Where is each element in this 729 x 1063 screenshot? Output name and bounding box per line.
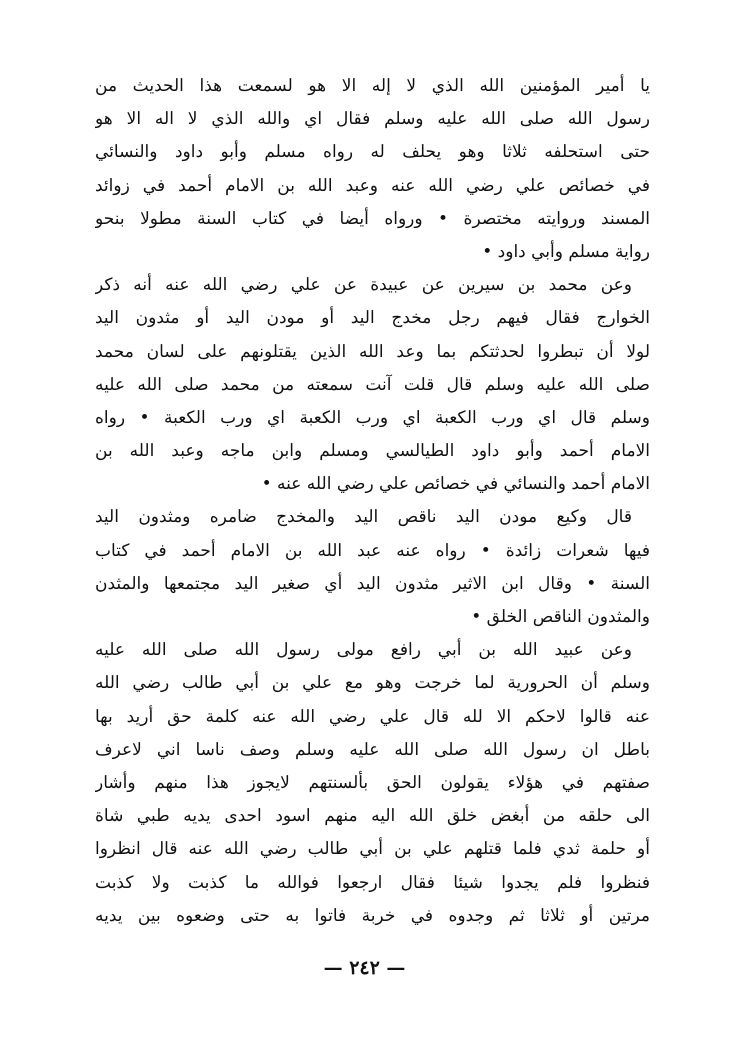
text-line: وسلم أن الحرورية لما خرجت وهو مع علي بن أبي طالب رضي الله [95,673,650,694]
text-line: أو حلمة ثدي فلما قتلهم علي بن أبي طالب رضي الله عنه قال انظروا [95,839,650,860]
text-line: باطل ان رسول الله صلى الله عليه وسلم وصف ناسا اني لاعرف [95,739,650,760]
text-line: فيها شعرات زائدة • رواه عنه عبد الله بن الامام أحمد في كتاب [95,540,650,561]
text-line: في خصائص علي رضي الله عنه وعبد الله بن الامام أحمد في زوائد [95,175,650,196]
text-line: رواية مسلم وأبي داود • [482,241,650,262]
text-line: عنه قالوا لاحكم الا لله قال علي رضي الله عنه كلمة حق أريد بها [95,706,650,727]
text-line: والمثدون الناقص الخلق • [471,607,650,627]
text-line: وعن محمد بن سيرين عن عبيدة عن علي رضي الله عنه أنه ذكر [95,275,632,296]
body-text [95,70,650,933]
text-line: رسول الله صلى الله عليه وسلم فقال اي والله الذي لا اله الا هو [95,109,650,130]
text-line: صلى الله عليه وسلم قال قلت آنت سمعته من محمد صلى الله عليه [95,374,650,395]
text-line: مرتين أو ثلاثا ثم وجدوه في خربة فاتوا به حتى وضعوه بين يديه [95,905,650,926]
text-line: يا أمير المؤمنين الله الذي لا إله الا هو لسمعت هذا الحديث من [95,76,650,96]
text-line: وعن عبيد الله بن أبي رافع مولى رسول الله صلى الله عليه [95,640,632,661]
text-line: المسند وروايته مختصرة • ورواه أيضا في كتاب السنة مطولا بنحو [95,208,650,229]
text-line: السنة • وقال ابن الاثير مثدون اليد أي صغير اليد مجتمعها والمثدن [95,573,650,594]
page-number: — ٢٤٢ — [323,957,406,979]
text-line: لولا أن تبطروا لحدثتكم بما وعد الله الذين يقتلونهم على لسان محمد [95,341,650,362]
text-line: قال وكيع مودن اليد ناقص اليد والمخدج ضامره ومثدون اليد [95,507,632,528]
text-line: الامام أحمد والنسائي في خصائص علي رضي الله عنه • [261,474,650,495]
text-line: فنظروا فلم يجدوا شيئا فقال ارجعوا فوالله ما كذبت ولا كذبت [95,872,650,893]
text-line: الامام أحمد وأبو داود الطيالسي ومسلم وابن ماجه وعبد الله بن [95,441,650,462]
text-line: الى حلقه من أبغض خلق الله اليه منهم اسود احدى يديه طبي شاة [95,806,650,827]
text-line: وسلم قال اي ورب الكعبة اي ورب الكعبة اي ورب الكعبة • رواه [95,407,650,428]
text-line: حتى استحلفه ثلاثا وهو يحلف له رواه مسلم وأبو داود والنسائي [95,142,650,163]
text-line: صفتهم في هؤلاء يقولون الحق بألسنتهم لايجوز هذا منهم وأشار [95,772,650,793]
text-line: الخوارج فقال فيهم رجل مخدج اليد أو مودن اليد أو مثدون اليد [95,308,650,329]
